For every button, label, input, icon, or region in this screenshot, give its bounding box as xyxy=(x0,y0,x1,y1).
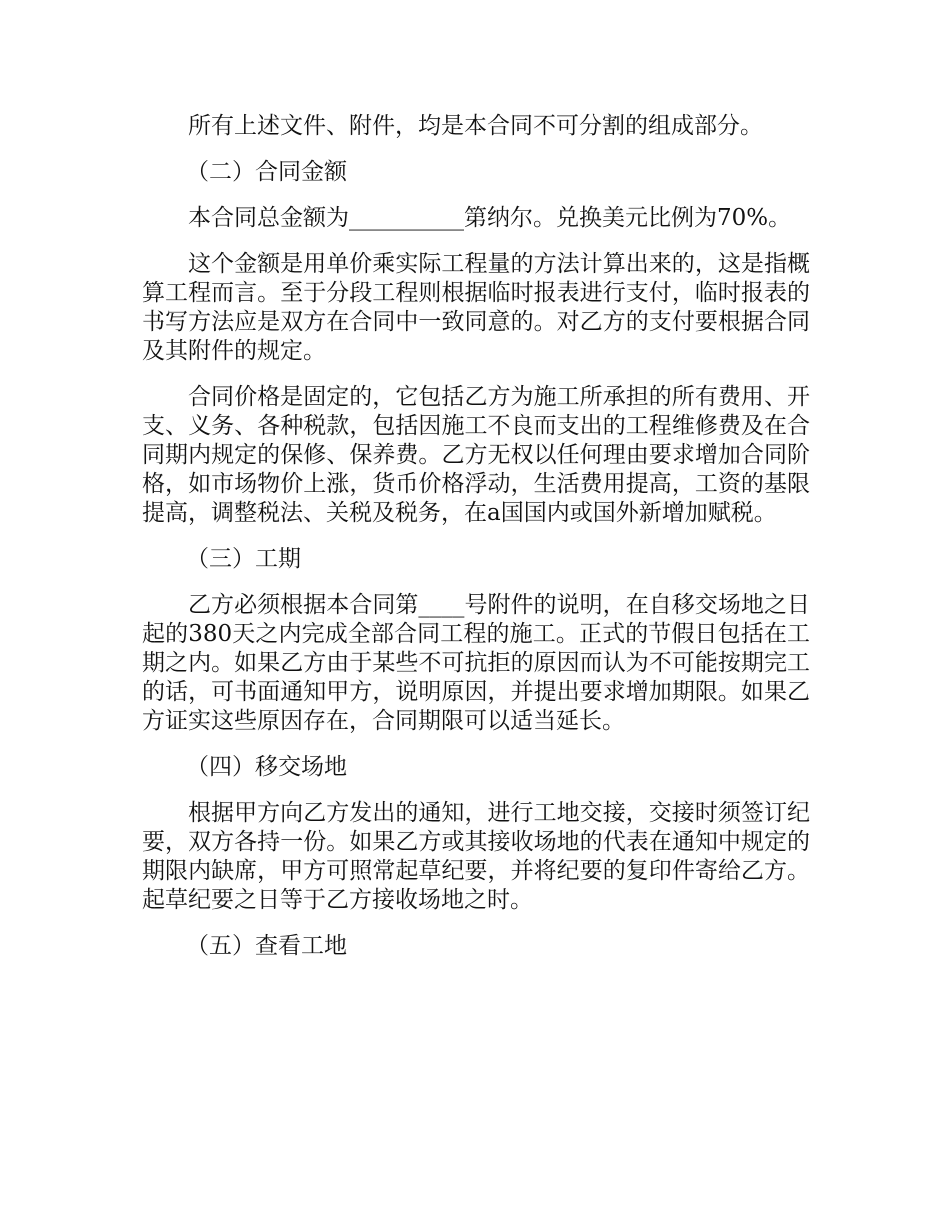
paragraph-fixed-price: 合同价格是固定的，它包括乙方为施工所承担的所有费用、开支、义务、各种税款，包括因施工不良而支出的工程维修费及在合同期内规定的保修、保养费。乙方无权以任何理由要求增加合同阶格，如市场物价上涨，货币价格浮动，生活费用提高，工资的基限提高，调整税法、关税及税务，在a国国内或国外新增加赋税。 xyxy=(142,384,810,526)
paragraph-attachments: 所有上述文件、附件，均是本合同不可分割的组成部分。 xyxy=(188,113,763,139)
heading-contract-amount: （二）合同金额 xyxy=(186,159,347,185)
paragraph-schedule: 乙方必须根据本合同第____号附件的说明，在自移交场地之日起的380天之内完成全部合同工程的施工。正式的节假日包括在工期之内。如果乙方由于某些不可抗拒的原因而认为不可能按期完工的话，可书面通知甲方，说明原因，并提出要求增加期限。如果乙方证实这些原因存在，合同期限可以适当延长。 xyxy=(142,592,810,734)
heading-site-inspection: （五）查看工地 xyxy=(186,933,347,959)
heading-site-handover: （四）移交场地 xyxy=(186,754,347,780)
heading-schedule: （三）工期 xyxy=(186,546,301,572)
paragraph-site-handover: 根据甲方向乙方发出的通知，进行工地交接，交接时须签订纪要，双方各持一份。如果乙方或其接收场地的代表在通知中规定的期限内缺席，甲方可照常起草纪要，并将纪要的复印件寄给乙方。起草纪要之日等于乙方接收场地之时。 xyxy=(142,800,810,913)
paragraph-amount-calculation: 这个金额是用单价乘实际工程量的方法计算出来的，这是指概算工程而言。至于分段工程则根据临时报表进行支付，临时报表的书写方法应是双方在合同中一致同意的。对乙方的支付要根据合同及其附件的规定。 xyxy=(142,251,810,364)
paragraph-total-amount: 本合同总金额为__________第纳尔。兑换美元比例为70%。 xyxy=(188,205,792,231)
